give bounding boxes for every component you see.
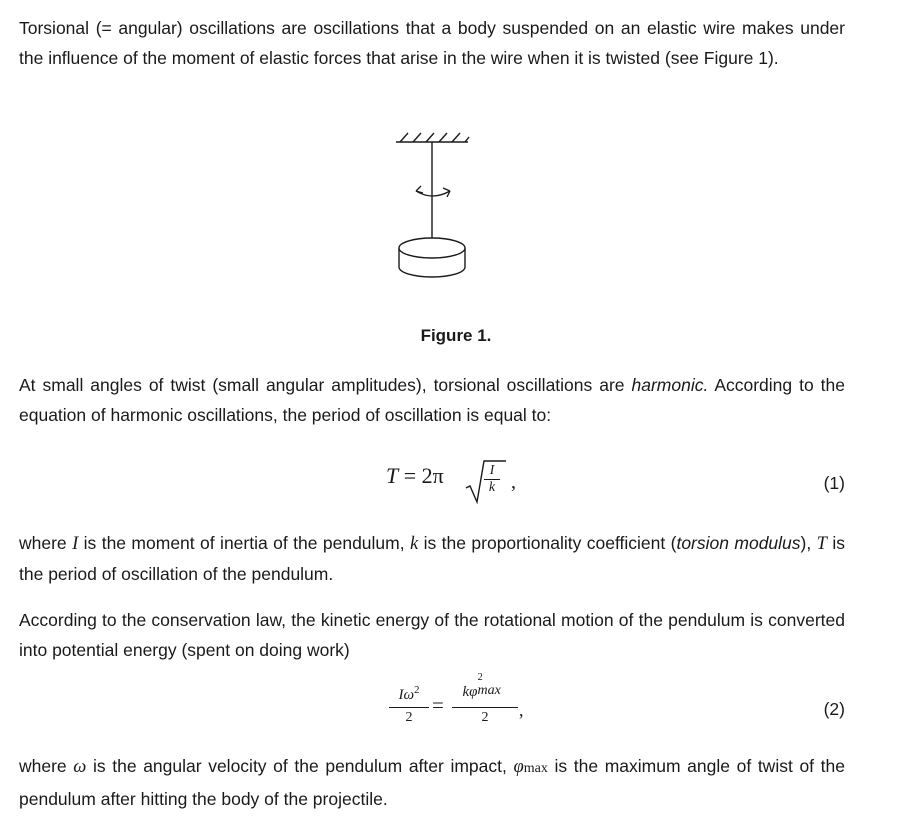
eq2-lhs-den: 2 (405, 710, 413, 725)
def-var-I: I (72, 534, 79, 554)
definitions-paragraph (19, 528, 845, 589)
def-emph-torsion: torsion modulus (676, 533, 801, 553)
eq2-lhs-num-exp: 2 (414, 684, 420, 696)
harmonic-text-2: According to the equation of harmonic oscillations, the period of oscillation is equal to: (19, 375, 845, 425)
eq2-rhs-bar (452, 707, 518, 708)
eq2-lhs-num-var: Iω (398, 687, 415, 703)
av-text-1: where (19, 756, 74, 776)
def-var-k: k (410, 534, 419, 554)
def-text-4: ), (800, 533, 817, 553)
av-var-phi: φ (513, 757, 524, 777)
eq1-lhs: T (386, 463, 399, 488)
def-text-3: is the proportionality coefficient ( (418, 533, 677, 553)
def-text-1: where (19, 533, 73, 553)
disk-weight (399, 238, 465, 277)
eq1-num: I (489, 462, 495, 477)
equation-1-formula (386, 463, 444, 489)
harmonic-text-1: At small angles of twist (small angular amplitudes), torsional oscillations are (19, 375, 632, 395)
def-var-T: T (816, 534, 827, 554)
torsion-pendulum-figure (380, 128, 490, 288)
eq2-equals: = (432, 693, 444, 717)
figure-caption: Figure 1. (420, 326, 492, 345)
eq2-rhs-num-sup: 2 (477, 672, 483, 683)
conservation-paragraph: According to the conservation law, the kinetic energy of the rotational motion of the pendulum is converted into potential energy (spent on doing work) (19, 610, 845, 660)
av-text-2: is the angular velocity of the pendulum after impact, (86, 756, 514, 776)
av-var-omega: ω (73, 757, 87, 777)
def-text-5: is the period of oscillation of the pendulum. (19, 533, 845, 584)
eq2-rhs-num-var: kφ (462, 684, 478, 700)
harmonic-paragraph (19, 370, 845, 430)
eq2-rhs-num (452, 672, 518, 701)
eq1-comma: , (511, 471, 516, 493)
angular-velocity-paragraph (19, 751, 845, 814)
eq1-den: k (488, 480, 496, 495)
eq1-equals: = 2π (403, 463, 444, 488)
eq2-rhs-num-sub: max (477, 683, 501, 698)
av-var-phi-sub: max (523, 761, 548, 776)
def-text-2: is the moment of inertia of the pendulum, (78, 533, 410, 553)
eq2-lhs-num (389, 684, 429, 704)
av-text-3: is the maximum angle of twist of the pendulum after hitting the body of the projectile. (19, 756, 845, 809)
eq2-comma: , (519, 700, 524, 720)
ceiling-hatch (396, 133, 469, 142)
twist-arrow-icon (416, 186, 450, 197)
harmonic-emph: harmonic. (631, 375, 709, 395)
eq2-rhs-den: 2 (481, 710, 489, 725)
intro-paragraph: Torsional (= angular) oscillations are oscillations that a body suspended on an elastic wire makes under the influence of the moment of elastic forces that arise in the wire when it is twisted (see Figure 1). (19, 18, 845, 68)
equation-2-number: (2) (823, 699, 845, 719)
equation-1-number: (1) (823, 473, 845, 493)
eq2-lhs-bar (389, 707, 429, 708)
